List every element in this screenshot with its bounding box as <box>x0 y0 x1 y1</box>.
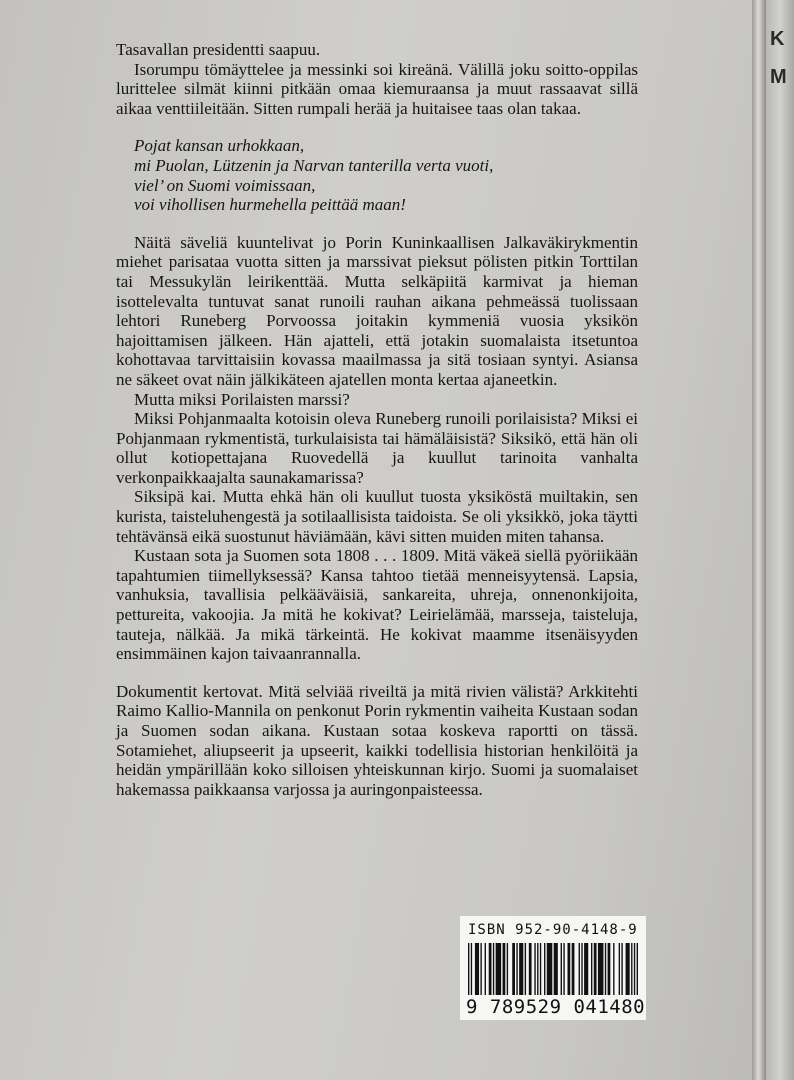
barcode-bar <box>613 943 614 995</box>
barcode-bar <box>572 943 575 995</box>
barcode-bar <box>480 943 481 995</box>
barcode-bar <box>568 943 571 995</box>
barcode-bar <box>626 943 630 995</box>
barcode-bar <box>598 943 604 995</box>
blurb-paragraph: Mutta miksi Porilaisten marssi? <box>134 389 350 409</box>
barcode-bar <box>496 943 502 995</box>
barcode-bar <box>554 943 558 995</box>
barcode-bar <box>468 943 469 995</box>
barcode-bar <box>621 943 622 995</box>
spine-letter: K <box>770 28 785 50</box>
barcode-bar <box>503 943 506 995</box>
barcode-bar <box>605 943 606 995</box>
barcode-bar <box>471 943 472 995</box>
barcode-bar <box>485 943 486 995</box>
barcode-bar <box>512 943 515 995</box>
blurb-paragraph: Isorumpu tömäyttelee ja messinki soi kireänä. Välillä joku soitto-oppilas lurittelee silmät kiinni pitkään omaa kiemuraansa ja muut rassaavat sillä aikaa venttiileitään. Sitten rumpali herää ja huitaisee taas olan takaa. <box>116 59 638 118</box>
book-spine <box>766 0 794 1080</box>
barcode-bar <box>584 943 588 995</box>
spine-letter: M <box>770 66 787 88</box>
barcode-bar <box>561 943 562 995</box>
barcode-bar <box>475 943 479 995</box>
barcode-bar <box>493 943 494 995</box>
blurb-opening-line: Tasavallan presidentti saapuu. <box>116 40 321 59</box>
spine-title <box>770 20 794 96</box>
poem-line: voi vihollisen hurmehella peittää maan! <box>134 195 406 215</box>
barcode-bar <box>516 943 517 995</box>
barcode-bar <box>608 943 611 995</box>
barcode-bars <box>468 943 638 995</box>
poem-line: mi Puolan, Lützenin ja Narvan tanterilla verta vuoti, <box>134 155 494 175</box>
blurb-paragraph: Siksipä kai. Mutta ehkä hän oli kuullut tuosta yksiköstä muiltakin, sen kurista, taisteluhengestä ja sotilaallisista taidoista. Se oli yksikkö, joka täytti tehtävänsä eikä suostunut häviämään, kävi sitten muiden miten tahansa. <box>116 487 638 546</box>
barcode-bar <box>544 943 545 995</box>
barcode-bar <box>637 943 638 995</box>
barcode-bar <box>537 943 538 995</box>
barcode-bar <box>581 943 582 995</box>
barcode-bar <box>594 943 597 995</box>
barcode-bar <box>534 943 535 995</box>
barcode-bar <box>489 943 492 995</box>
isbn-barcode <box>460 916 646 1020</box>
barcode-bar <box>631 943 632 995</box>
barcode-digits: 9 789529 041480 <box>466 996 646 1018</box>
barcode-bar <box>529 943 532 995</box>
cover-edge <box>752 0 766 1080</box>
barcode-bar <box>519 943 523 995</box>
barcode-bar <box>591 943 592 995</box>
barcode-bar <box>619 943 620 995</box>
barcode-bar <box>579 943 580 995</box>
blurb-text <box>116 40 638 799</box>
blurb-paragraph: Näitä säveliä kuuntelivat jo Porin Kuninkaallisen Jalkaväkirykmentin miehet parisataa vuotta sitten ja marssivat pieksut pölisten pitkin Torttilan tai Messukylän leirikenttää. Mutta selkäpiitä karmivat ja hieman isottelevalta tuntuvat sanat runoili rauhan aikana pehmeässä tuolissaan lehtori Runeberg Porvoossa joitakin kymmeniä vuosia yksikön hajoittamisen jälkeen. Hän ajatteli, että jotakin suomalaista itsetuntoa kohottavaa tarvittaisiin kovassa maailmassa ja sitä tosiaan syntyi. Asiansa ne säkeet ovat näin jälkikäteen ajatellen monta kertaa ajaneetkin. <box>116 232 638 389</box>
blurb-paragraph: Dokumentit kertovat. Mitä selviää riveiltä ja mitä rivien välistä? Arkkitehti Raimo Kallio-Mannila on penkonut Porin rykmentin vaiheita Kustaan sodan ja Suomen sodan aikana. Kustaan sotaa koskeva raportti on tässä. Sotamiehet, aliupseerit ja upseerit, kaikki todellisia historian henkilöitä ja heidän ympärillään koko silloisen yhteiskunnan kirjo. Suomi ja suomalaiset hakemassa paikkaansa varjossa ja auringonpaisteessa. <box>116 681 638 799</box>
barcode-bar <box>563 943 564 995</box>
barcode-bar <box>634 943 635 995</box>
barcode-bar <box>540 943 541 995</box>
barcode-bar <box>547 943 553 995</box>
barcode-bar <box>525 943 526 995</box>
poem-stanza <box>134 136 638 214</box>
isbn-label: ISBN 952-90-4148-9 <box>468 922 638 938</box>
barcode-bar <box>507 943 508 995</box>
blurb-paragraph: Kustaan sota ja Suomen sota 1808 . . . 1809. Mitä väkeä siellä pyöriikään tapahtumien tiimellyksessä? Kansa tahtoo tietää menneisyytensä. Lapsia, vanhuksia, tavallisia pelkääväisiä, sankareita, uhreja, onnenonkijoita, pettureita, vakoojia. Ja mitä he kokivat? Leirielämää, marsseja, taisteluja, tauteja, nälkää. Ja mikä tärkeintä. He kokivat maamme itsenäisyyden ensimmäinen kajon taivaanrannalla. <box>116 546 638 664</box>
poem-line: viel’ on Suomi voimissaan, <box>134 175 316 195</box>
poem-line: Pojat kansan urhokkaan, <box>134 136 305 156</box>
blurb-paragraph: Miksi Pohjanmaalta kotoisin oleva Runeberg runoili porilaisista? Miksi ei Pohjanmaan rykmentistä, turkulaisista tai hämäläisistä? Siksikö, että hän oli ollut kotiopettajana Ruovedellä ja kuullut tarinoita vanhalta verkonpaikkaajalta saunakamarissa? <box>116 409 638 487</box>
